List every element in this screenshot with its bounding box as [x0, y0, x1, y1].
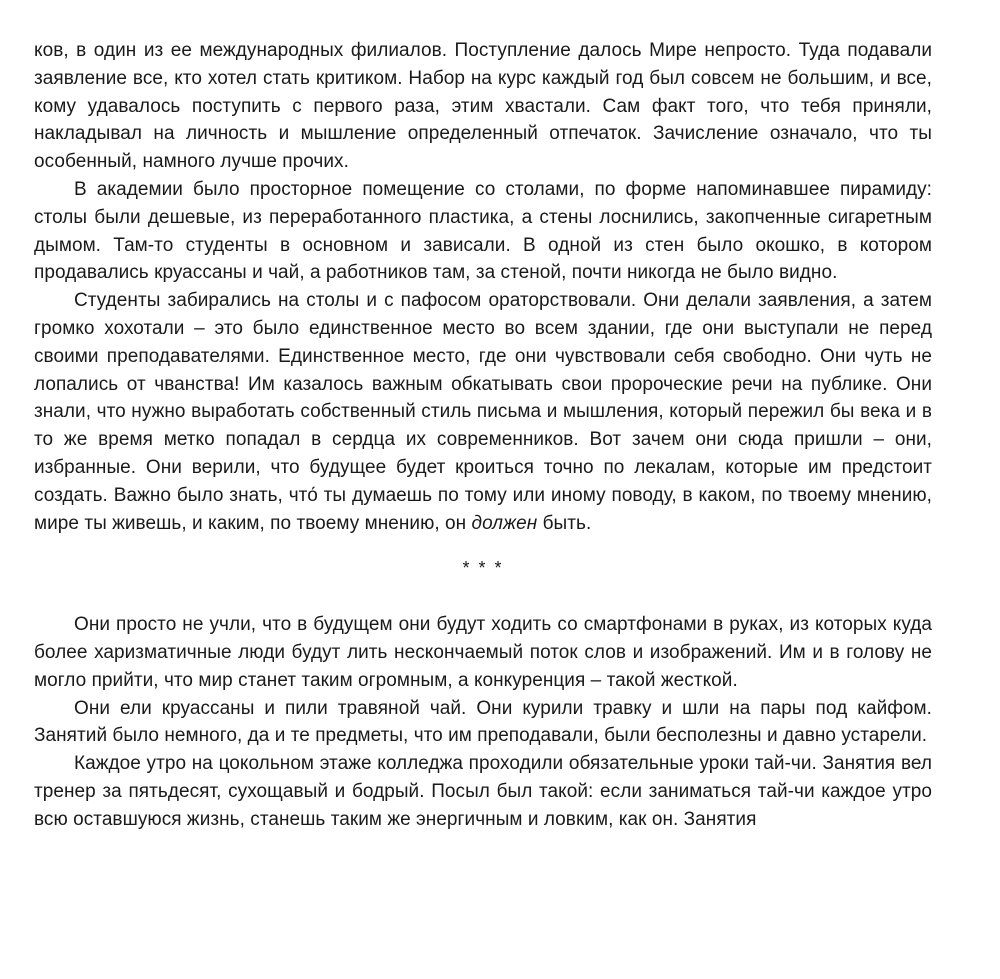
paragraph-3-italic-word: должен — [471, 512, 538, 534]
document-page — [34, 37, 932, 834]
paragraph-2: В академии было просторное помещение со столами, по форме напоминавшее пирамиду: столы были дешевые, из переработанного пластика, а стены лоснились, закопченные сигаретным дымом. Там-то студенты в основном и зависали. В одной из стен было окошко, в котором продавались круассаны и чай, а работников там, за стеной, почти никогда не было видно. — [34, 178, 932, 284]
paragraph-3-ending: быть. — [537, 512, 592, 534]
paragraph-3 — [34, 287, 932, 537]
paragraph-4: Они просто не учли, что в будущем они будут ходить со смартфонами в руках, из которых куда более харизматичные люди будут лить нескончаемый поток слов и изображений. Им и в голову не могло прийти, что мир станет таким огромным, а конкуренция – такой жесткой. — [34, 614, 932, 691]
paragraph-1: ков, в один из ее международных филиалов. Поступление далось Мире непросто. Туда подавали заявление все, кто хотел стать критиком. Набор на курс каждый год был совсем не большим, и все, кому удавалось поступить с первого раза, этим хвастали. Сам факт того, что тебя приняли, накладывал на личность и мышление определенный отпечаток. Зачисление означало, что ты особенный, намного лучше прочих. — [34, 40, 932, 173]
section-gap — [34, 583, 932, 611]
paragraph-3-text: Студенты забирались на столы и с пафосом ораторствовали. Они делали заявления, а затем громко хохотали – это было единственное место во всем здании, где они выступали не перед своими преподавателями. Единственное место, где они чувствовали себя свободно. Они чуть не лопались от чванства! Им казалось важным обкатывать свои пророческие речи на публике. Они знали, что нужно выработать собственный стиль письма и мышления, который пережил бы века и в то же время метко попадал в сердца их современников. Вот зачем они сюда пришли – они, избранные. Они верили, что будущее будет кроиться точно по лекалам, которые им предстоит создать. Важно было знать, что́ ты думаешь по тому или иному поводу, в каком, по твоему мнению, мире ты живешь, и каким, по твоему мнению, он — [34, 290, 932, 534]
paragraph-5: Они ели круассаны и пили травяной чай. Они курили травку и шли на пары под кайфом. Занятий было немного, да и те предметы, что им преподавали, были бесполезны и давно устарели. — [34, 697, 932, 747]
section-separator: * * * — [462, 558, 504, 579]
paragraph-6: Каждое утро на цокольном этаже колледжа проходили обязательные уроки тай-чи. Занятия вел тренер за пятьдесят, сухощавый и бодрый. Посыл был такой: если заниматься тай-чи каждое утро всю оставшуюся жизнь, станешь таким же энергичным и ловким, как он. Занятия — [34, 753, 932, 830]
